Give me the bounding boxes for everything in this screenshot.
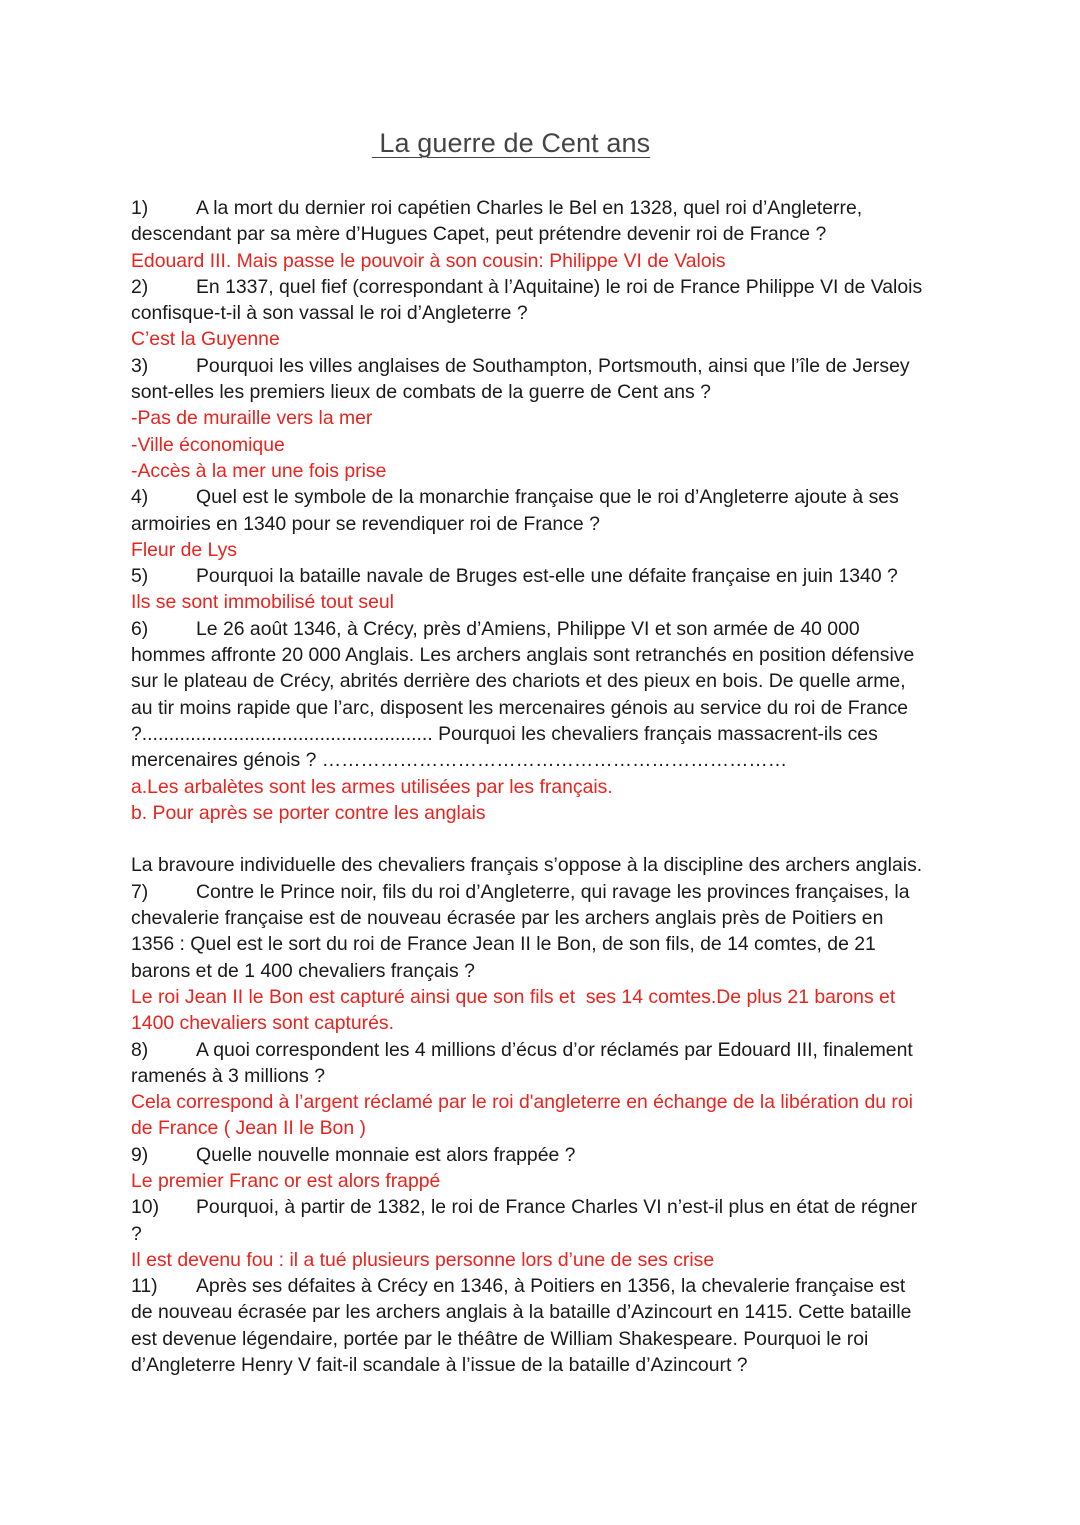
line-text: Il est devenu fou : il a tué plusieurs personne lors d’une de ses crise xyxy=(131,1248,715,1271)
line-text: -Accès à la mer une fois prise xyxy=(131,459,387,482)
question-number: 2) xyxy=(131,275,149,298)
line-text: Pourquoi la bataille navale de Bruges est-elle une défaite française en juin 1340 ? xyxy=(196,565,898,588)
question-number: 10) xyxy=(131,1196,160,1219)
question-number: 9) xyxy=(131,1143,149,1166)
line-text: Edouard III. Mais passe le pouvoir à son cousin: Philippe VI de Valois xyxy=(131,249,726,272)
line-text: Contre le Prince noir, fils du roi d’Angleterre, qui ravage les provinces françaises, la xyxy=(196,880,910,903)
line-text: -Ville économique xyxy=(131,433,285,456)
answer-line xyxy=(131,1168,956,1194)
line-text: Le 26 août 1346, à Crécy, près d’Amiens, Philippe VI et son armée de 40 000 xyxy=(196,617,860,640)
question-number: 5) xyxy=(131,565,149,588)
question-line xyxy=(131,905,956,931)
answer-line xyxy=(131,405,956,431)
question-line xyxy=(131,668,956,694)
question-line xyxy=(131,511,956,537)
question-line xyxy=(131,1221,956,1247)
line-text: Le roi Jean II le Bon est capturé ainsi que son fils et ses 14 comtes.De plus 21 barons et xyxy=(131,985,896,1008)
answer-line xyxy=(131,774,956,800)
line-text: -Pas de muraille vers la mer xyxy=(131,407,373,430)
line-text: La bravoure individuelle des chevaliers français s’oppose à la discipline des archers anglais. xyxy=(131,854,923,877)
line-text: de nouveau écrasée par les archers anglais à la bataille d’Azincourt en 1415. Cette bataille xyxy=(131,1301,912,1324)
line-text: barons et de 1 400 chevaliers français ? xyxy=(131,959,475,982)
question-line xyxy=(131,642,956,668)
line-text: armoiries en 1340 pour se revendiquer roi de France ? xyxy=(131,512,600,535)
line-text: Cela correspond à l’argent réclamé par le roi d'angleterre en échange de la libération du roi xyxy=(131,1091,913,1114)
question-line xyxy=(131,353,956,379)
question-line xyxy=(131,195,956,221)
answer-line xyxy=(131,1010,956,1036)
line-text: 1400 chevaliers sont capturés. xyxy=(131,1012,395,1035)
question-line xyxy=(131,1142,956,1168)
question-number: 6) xyxy=(131,617,149,640)
line-text: A la mort du dernier roi capétien Charles le Bel en 1328, quel roi d’Angleterre, xyxy=(196,197,863,219)
question-number: 3) xyxy=(131,354,149,377)
answer-line xyxy=(131,326,956,352)
line-text: A quoi correspondent les 4 millions d’écus d’or réclamés par Edouard III, finalement xyxy=(196,1038,913,1061)
question-line xyxy=(131,379,956,405)
line-text: ?...................................................... Pourquoi les chevaliers français massacrent-ils ces xyxy=(131,722,878,745)
answer-line xyxy=(131,1115,956,1141)
answer-line xyxy=(131,1247,956,1273)
question-line xyxy=(131,747,956,773)
line-text: b. Pour après se porter contre les anglais xyxy=(131,801,486,824)
question-line xyxy=(131,695,956,721)
question-line xyxy=(131,1063,956,1089)
question-line xyxy=(131,958,956,984)
question-line xyxy=(131,1299,956,1325)
answer-line xyxy=(131,1089,956,1115)
question-line xyxy=(131,879,956,905)
question-line xyxy=(131,1326,956,1352)
line-text: de France ( Jean II le Bon ) xyxy=(131,1117,366,1140)
line-text: Quelle nouvelle monnaie est alors frappée ? xyxy=(196,1143,576,1166)
question-line xyxy=(131,852,956,878)
answer-line xyxy=(131,248,956,274)
answer-line xyxy=(131,589,956,615)
line-text: Pourquoi les villes anglaises de Southampton, Portsmouth, ainsi que l’île de Jersey xyxy=(196,354,910,377)
question-line xyxy=(131,721,956,747)
question-number: 8) xyxy=(131,1038,149,1061)
page-title: La guerre de Cent ans xyxy=(371,128,651,158)
question-number: 1) xyxy=(131,197,149,219)
question-number: 11) xyxy=(131,1275,158,1298)
question-number: 7) xyxy=(131,880,149,903)
line-text: En 1337, quel fief (correspondant à l’Aquitaine) le roi de France Philippe VI de Valois xyxy=(196,275,923,298)
blank-line xyxy=(131,826,956,852)
line-text: ? xyxy=(131,1222,142,1245)
line-text: chevalerie française est de nouveau écrasée par les archers anglais près de Poitiers en xyxy=(131,907,884,930)
document-body xyxy=(131,195,956,1378)
line-text: d’Angleterre Henry V fait-il scandale à l’issue de la bataille d’Azincourt ? xyxy=(131,1354,748,1377)
line-text: confisque-t-il à son vassal le roi d’Angleterre ? xyxy=(131,302,528,325)
line-text: C’est la Guyenne xyxy=(131,328,280,351)
question-line xyxy=(131,484,956,510)
line-text: est devenue légendaire, portée par le théâtre de William Shakespeare. Pourquoi le roi xyxy=(131,1327,869,1350)
question-line xyxy=(131,1352,956,1378)
line-text: au tir moins rapide que l’arc, disposent les mercenaires génois au service du roi de France xyxy=(131,696,909,719)
question-number: 4) xyxy=(131,486,149,509)
line-text: Quel est le symbole de la monarchie française que le roi d’Angleterre ajoute à ses xyxy=(196,486,899,509)
line-text: 1356 : Quel est le sort du roi de France Jean II le Bon, de son fils, de 14 comtes, de 21 xyxy=(131,933,876,956)
line-text: Pourquoi, à partir de 1382, le roi de France Charles VI n’est-il plus en état de régner xyxy=(196,1196,918,1219)
question-line xyxy=(131,274,956,300)
line-text: Fleur de Lys xyxy=(131,538,237,561)
question-line xyxy=(131,1194,956,1220)
question-line xyxy=(131,1273,956,1299)
answer-line xyxy=(131,458,956,484)
line-text: mercenaires génois ? ……………………………………………………………… xyxy=(131,749,788,772)
line-text: a.Les arbalètes sont les armes utilisées par les français. xyxy=(131,775,613,798)
line-text: Après ses défaites à Crécy en 1346, à Poitiers en 1356, la chevalerie française est xyxy=(196,1275,906,1298)
answer-line xyxy=(131,984,956,1010)
line-text: descendant par sa mère d’Hugues Capet, peut prétendre devenir roi de France ? xyxy=(131,223,827,246)
answer-line xyxy=(131,537,956,563)
question-line xyxy=(131,221,956,247)
line-text: Le premier Franc or est alors frappé xyxy=(131,1169,441,1192)
line-text: sont-elles les premiers lieux de combats de la guerre de Cent ans ? xyxy=(131,381,711,404)
line-text: hommes affronte 20 000 Anglais. Les archers anglais sont retranchés en position défensive xyxy=(131,644,915,667)
question-line xyxy=(131,616,956,642)
line-text: ramenés à 3 millions ? xyxy=(131,1064,325,1087)
question-line xyxy=(131,300,956,326)
question-line xyxy=(131,931,956,957)
line-text: Ils se sont immobilisé tout seul xyxy=(131,591,394,614)
question-line xyxy=(131,563,956,589)
question-line xyxy=(131,1037,956,1063)
line-text: sur le plateau de Crécy, abrités derrière des chariots et des pieux en bois. De quelle arme, xyxy=(131,670,906,693)
answer-line xyxy=(131,800,956,826)
answer-line xyxy=(131,432,956,458)
